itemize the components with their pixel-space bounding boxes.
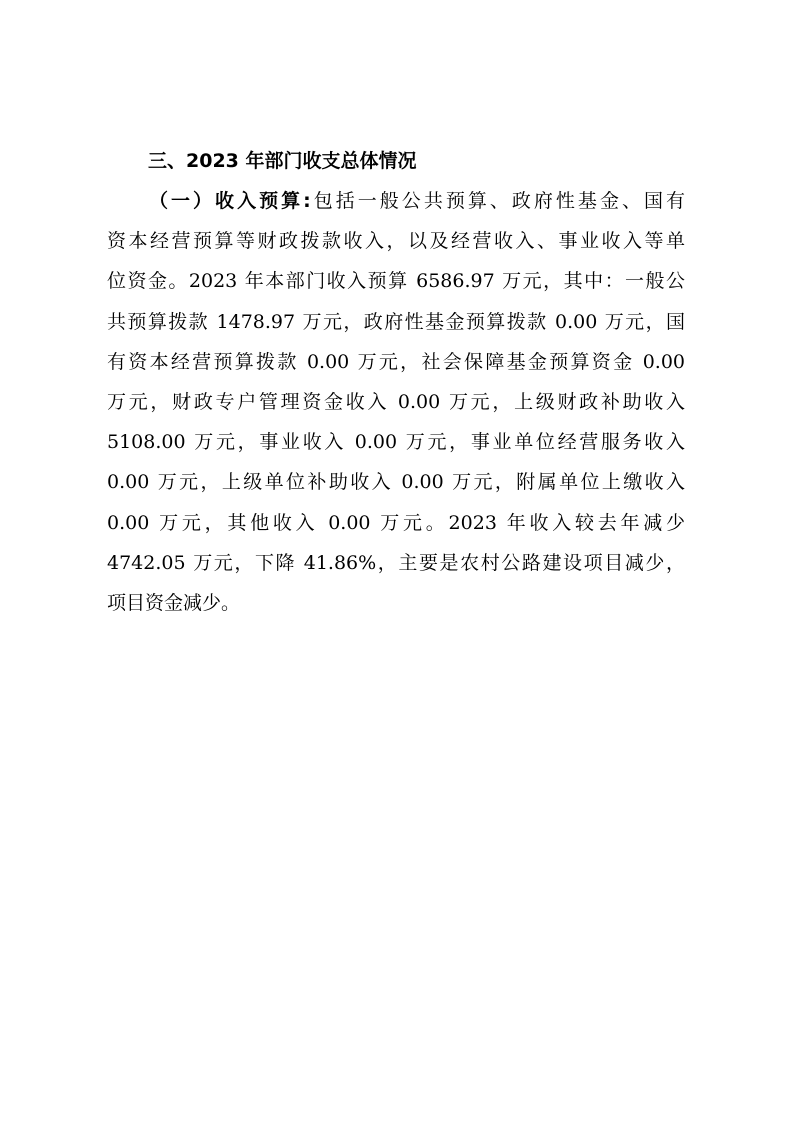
paragraph-line <box>107 181 685 221</box>
paragraph-line: 万元，财政专户管理资金收入 0.00 万元，上级财政补助收入 <box>107 390 685 413</box>
paragraph-line: 位资金。2023 年本部门收入预算 6586.97 万元，其中：一般公 <box>107 270 685 293</box>
paragraph-line-text: 包括一般公共预算、政府性基金、国有 <box>310 190 685 212</box>
paragraph-line: 0.00 万元，其他收入 0.00 万元。2023 年收入较去年减少 <box>107 511 685 534</box>
paragraph-line: 4742.05 万元，下降 41.86%，主要是农村公路建设项目减少， <box>107 551 685 574</box>
section-heading: 三、2023 年部门收支总体情况 <box>148 150 417 172</box>
income-budget-paragraph <box>107 181 685 623</box>
paragraph-line: 0.00 万元，上级单位补助收入 0.00 万元，附属单位上缴收入 <box>107 471 685 494</box>
paragraph-line: 有资本经营预算拨款 0.00 万元，社会保障基金预算资金 0.00 <box>107 350 685 373</box>
paragraph-line: 资本经营预算等财政拨款收入，以及经营收入、事业收入等单 <box>107 230 685 253</box>
paragraph-line: 项目资金减少。 <box>107 591 241 614</box>
paragraph-line: 共预算拨款 1478.97 万元，政府性基金预算拨款 0.00 万元，国 <box>107 310 685 333</box>
paragraph-lead: （一）收入预算: <box>149 190 311 212</box>
paragraph-line: 5108.00 万元，事业收入 0.00 万元，事业单位经营服务收入 <box>107 431 685 454</box>
